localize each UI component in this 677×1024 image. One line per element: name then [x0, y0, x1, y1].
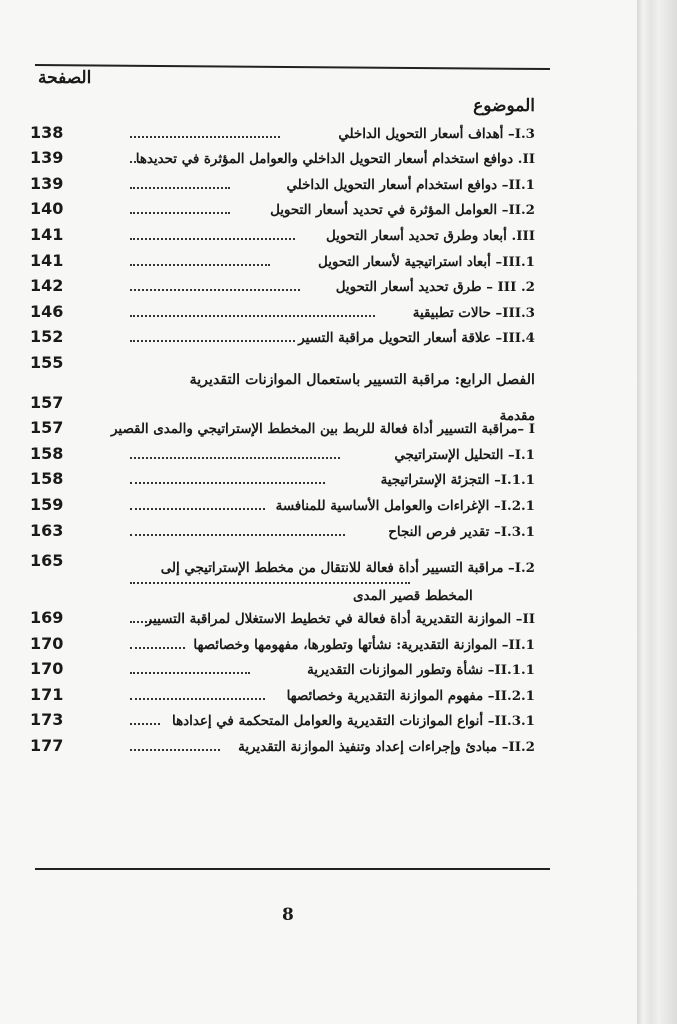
- toc-entry: [30, 655, 535, 681]
- toc-title: 3.I– أهداف أسعار التحويل الداخلي: [338, 125, 535, 142]
- toc-page-number: 155: [30, 352, 64, 372]
- toc-page-number: 158: [30, 443, 64, 463]
- toc-entry: [30, 439, 535, 465]
- leader-dots: [130, 749, 220, 751]
- toc-title: 2.II– العوامل المؤثرة في تحديد أسعار التحويل: [270, 202, 535, 219]
- toc-title: 1.III– أبعاد استراتيجية لأسعار التحويل: [318, 253, 535, 270]
- toc-entry: [30, 731, 535, 757]
- topic-column-header: الموضوع: [473, 96, 535, 116]
- toc-entry: [30, 144, 535, 170]
- toc-title: المخطط قصير المدى: [353, 587, 473, 604]
- toc-title: 2.I– مراقبة التسيير أداة فعالة للانتقال من مخطط الإستراتيجي إلى: [160, 559, 535, 576]
- toc-entry: [30, 246, 535, 272]
- toc-title: 1.I– التحليل الإستراتيجي: [394, 446, 535, 463]
- bottom-rule: [35, 868, 550, 870]
- leader-dots: [130, 315, 375, 317]
- toc-entry: [30, 629, 535, 655]
- toc-page-number: 171: [30, 684, 64, 704]
- leader-dots: [130, 264, 270, 266]
- toc-entry: [30, 680, 535, 706]
- toc-page-number: 157: [30, 418, 64, 438]
- toc-page-number: 140: [30, 199, 64, 219]
- leader-dots: [130, 508, 265, 510]
- toc-page-number: 170: [30, 633, 64, 653]
- toc-page-number: 139: [30, 148, 64, 168]
- toc-title: II– الموازنة التقديرية أداة فعالة في تخطيط الاستغلال لمراقبة التسيير: [145, 611, 535, 628]
- toc-entry: [30, 323, 535, 349]
- toc-entry: [30, 118, 535, 144]
- toc-page-number: 170: [30, 659, 64, 679]
- toc-title: 1.II– دوافع استخدام أسعار التحويل الداخلي: [286, 176, 535, 193]
- toc-title: 2.1.I– الإغراءات والعوامل الأساسية للمنافسة: [275, 497, 535, 514]
- toc-page-number: 165: [30, 550, 64, 570]
- toc-page-number: 169: [30, 608, 64, 628]
- toc-page-number: 141: [30, 224, 64, 244]
- leader-dots: [130, 238, 295, 240]
- toc-title: 2. III – طرق تحديد أسعار التحويل: [335, 279, 535, 296]
- toc-title: 3.1.I– تقدير فرص النجاح: [388, 523, 535, 540]
- toc-entry: [30, 297, 535, 323]
- toc-entry: [30, 169, 535, 195]
- leader-dots: [130, 698, 265, 700]
- leader-dots: [130, 482, 325, 484]
- toc-page-number: 177: [30, 736, 64, 756]
- leader-dots: [130, 289, 300, 291]
- toc-title: I –مراقبة التسيير أداة فعالة للربط بين المخطط الإستراتيجي والمدى القصير: [111, 421, 535, 438]
- leader-dots: [130, 187, 230, 189]
- toc-entry: [30, 516, 535, 542]
- toc-page-number: 157: [30, 392, 64, 412]
- toc-page-number: 163: [30, 520, 64, 540]
- toc-entry: [30, 604, 535, 630]
- toc-title: 3.III– حالات تطبيقية: [412, 304, 535, 321]
- toc-title: 1.1.II– نشأة وتطور الموازنات التقديرية: [307, 662, 535, 679]
- leader-dots: [130, 340, 295, 342]
- toc-entry: [30, 388, 535, 424]
- toc-page-number: 158: [30, 469, 64, 489]
- toc-title: 1.II– الموازنة التقديرية: نشأتها وتطورها، مفهومها وخصائصها: [193, 636, 535, 653]
- toc-chapter-heading: [30, 348, 535, 388]
- toc-entry: [30, 220, 535, 246]
- toc-entry: [30, 195, 535, 221]
- page-number: 8: [282, 905, 294, 925]
- leader-dots: [130, 582, 410, 584]
- leader-dots: [130, 457, 340, 459]
- toc-page-number: 159: [30, 494, 64, 514]
- toc-title: 3.1.II– أنواع الموازنات التقديرية والعوامل المتحكمة في إعدادها: [172, 713, 535, 730]
- toc-entry-continuation: [30, 572, 535, 604]
- leader-dots: [130, 647, 185, 649]
- toc-title: II. دوافع استخدام أسعار التحويل الداخلي والعوامل المؤثرة في تحديدها: [135, 151, 535, 168]
- toc-page-number: 152: [30, 327, 64, 347]
- leader-dots: [130, 672, 250, 674]
- toc-title: مقدمة: [499, 407, 535, 424]
- toc-page-number: 146: [30, 301, 64, 321]
- toc-page-number: 138: [30, 122, 64, 142]
- leader-dots: [130, 136, 280, 138]
- toc-title: 2.II– مبادئ وإجراءات إعداد وتنفيذ الموازنة التقديرية: [238, 739, 535, 756]
- leader-dots: [130, 534, 345, 536]
- toc-page-number: 141: [30, 250, 64, 270]
- toc-entry: [30, 542, 535, 576]
- table-of-contents: [30, 118, 535, 757]
- toc-entry: [30, 490, 535, 516]
- toc-page-number: 139: [30, 173, 64, 193]
- toc-title: 2.1.II– مفهوم الموازنة التقديرية وخصائصها: [286, 687, 535, 704]
- toc-entry: [30, 272, 535, 298]
- toc-title: الفصل الرابع: مراقبة التسيير باستعمال الموازنات التقديرية: [189, 371, 535, 388]
- toc-entry: [30, 465, 535, 491]
- page-column-header: الصفحة: [38, 68, 92, 88]
- toc-page-number: 173: [30, 710, 64, 730]
- toc-title: 1.1.I– التجزئة الإستراتيجية: [380, 472, 535, 489]
- toc-title: III. أبعاد وطرق تحديد أسعار التحويل: [326, 227, 535, 244]
- toc-title: 4.III– علاقة أسعار التحويل مراقبة التسير: [298, 330, 535, 347]
- toc-entry: [30, 706, 535, 732]
- leader-dots: [130, 212, 230, 214]
- toc-entry: [30, 414, 535, 440]
- toc-page-number: 142: [30, 276, 64, 296]
- page-edge: [637, 0, 677, 1024]
- leader-dots: [130, 723, 160, 725]
